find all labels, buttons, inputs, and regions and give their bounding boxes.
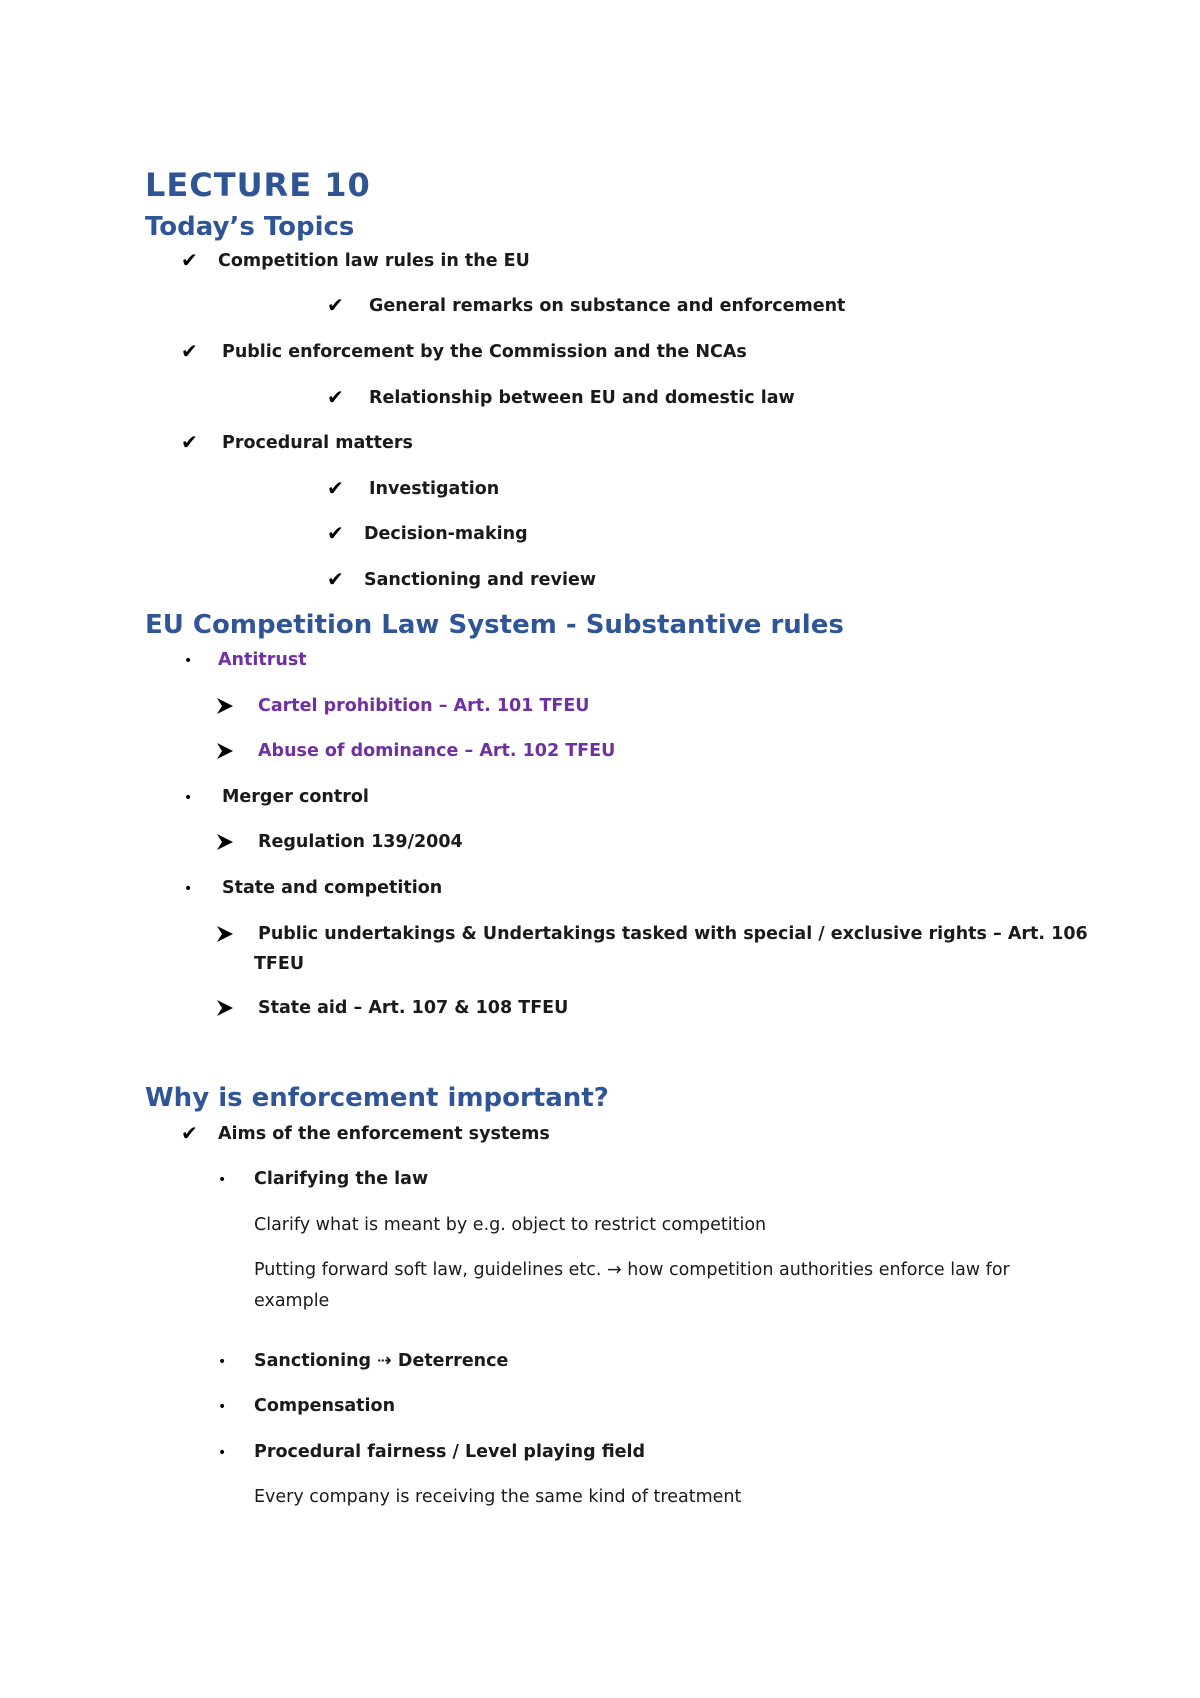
- topic-item: Competition law rules in the EU: [218, 251, 530, 271]
- aims-label: Aims of the enforcement systems: [218, 1124, 550, 1144]
- state-aid-item: State aid – Art. 107 & 108 TFEU: [258, 998, 569, 1018]
- cartel-prohibition: Cartel prohibition – Art. 101 TFEU: [258, 696, 590, 716]
- check-icon: ✔: [327, 476, 344, 500]
- topic-subitem: Relationship between EU and domestic law: [369, 388, 795, 408]
- compensation-label: Compensation: [254, 1396, 396, 1416]
- fairness-label: Procedural fairness / Level playing field: [254, 1442, 646, 1462]
- check-icon: ✔: [181, 248, 198, 272]
- check-icon: ✔: [327, 567, 344, 591]
- arrowhead-bullet-icon: [216, 925, 234, 943]
- regulation-item: Regulation 139/2004: [258, 832, 463, 852]
- bullet-icon: •: [184, 881, 193, 897]
- topic-subitem: General remarks on substance and enforcement: [369, 296, 846, 316]
- check-icon: ✔: [327, 293, 344, 317]
- bullet-icon: •: [218, 1354, 227, 1370]
- arrowhead-bullet-icon: [216, 742, 234, 760]
- arrow-right-icon: →: [607, 1260, 622, 1280]
- arrowhead-bullet-icon: [216, 697, 234, 715]
- topic-item: Public enforcement by the Commission and the NCAs: [222, 342, 747, 362]
- clarify-text: Clarify what is meant by e.g. object to restrict competition: [254, 1215, 767, 1235]
- antitrust-label: Antitrust: [218, 650, 307, 670]
- arrowhead-bullet-icon: [216, 999, 234, 1017]
- topic-subitem: Sanctioning and review: [364, 570, 596, 590]
- state-competition-label: State and competition: [222, 878, 443, 898]
- fairness-text: Every company is receiving the same kind of treatment: [254, 1487, 742, 1507]
- bullet-icon: •: [218, 1399, 227, 1415]
- bullet-icon: •: [218, 1172, 227, 1188]
- soft-law-text-line2: example: [254, 1291, 330, 1311]
- bullet-icon: •: [184, 790, 193, 806]
- check-icon: ✔: [181, 1121, 198, 1145]
- check-icon: ✔: [181, 430, 198, 454]
- page-title: LECTURE 10: [145, 166, 371, 204]
- sanctioning-label: Sanctioning ⇢ Deterrence: [254, 1351, 509, 1371]
- enforcement-heading: Why is enforcement important?: [145, 1083, 609, 1113]
- check-icon: ✔: [327, 521, 344, 545]
- soft-law-text-a: Putting forward soft law, guidelines etc.: [254, 1260, 608, 1280]
- abuse-of-dominance: Abuse of dominance – Art. 102 TFEU: [258, 741, 616, 761]
- topics-heading: Today’s Topics: [145, 212, 355, 242]
- check-icon: ✔: [327, 385, 344, 409]
- check-icon: ✔: [181, 339, 198, 363]
- merger-control-label: Merger control: [222, 787, 369, 807]
- public-undertakings-line1: Public undertakings & Undertakings tasked with special / exclusive rights – Art. 106: [258, 924, 1088, 944]
- topic-item: Procedural matters: [222, 433, 413, 453]
- soft-law-text-b: how competition authorities enforce law for: [621, 1260, 1010, 1280]
- substantive-heading: EU Competition Law System - Substantive rules: [145, 610, 844, 640]
- bullet-icon: •: [218, 1445, 227, 1461]
- topic-subitem: Decision-making: [364, 524, 528, 544]
- topic-subitem: Investigation: [369, 479, 500, 499]
- soft-law-text: [254, 1260, 1010, 1280]
- clarifying-label: Clarifying the law: [254, 1169, 429, 1189]
- public-undertakings-line2: TFEU: [254, 954, 305, 974]
- arrowhead-bullet-icon: [216, 833, 234, 851]
- bullet-icon: •: [184, 653, 193, 669]
